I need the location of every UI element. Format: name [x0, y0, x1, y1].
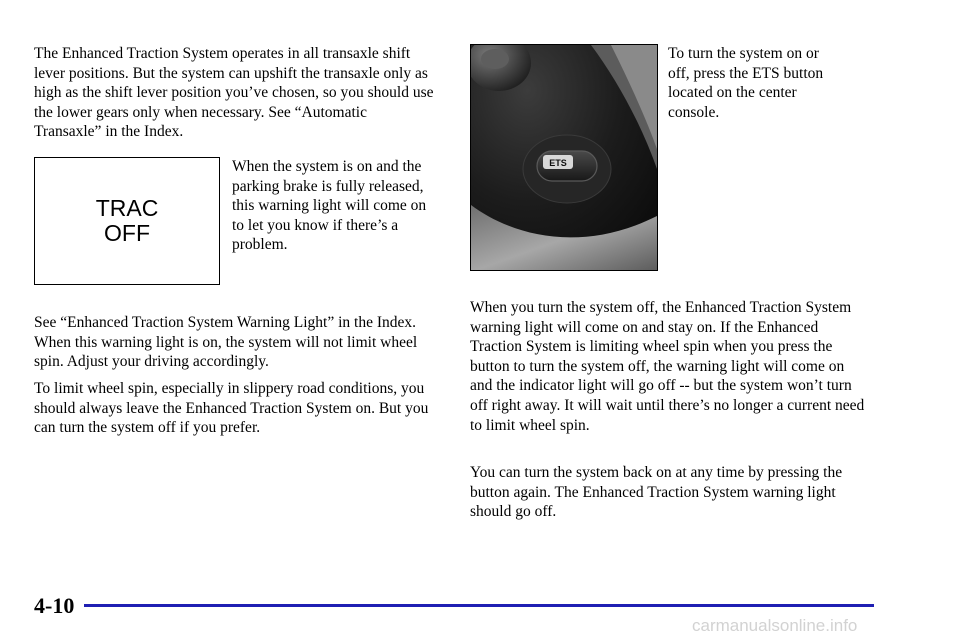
warning-light-caption: When the system is on and the parking brake is fully released, this warning light will come on to let you know if there’s a problem.: [232, 158, 427, 254]
console-photo: [470, 44, 658, 271]
system-on-paragraph: You can turn the system back on at any time by pressing the button again. The Enhanced Traction System warning light should go off.: [470, 464, 843, 521]
page-number: 4-10: [34, 593, 75, 618]
ets-button-label: ETS: [549, 158, 567, 168]
watermark: carmanualsonline.info: [692, 616, 858, 635]
trac-off-warning-light-icon: [34, 157, 220, 285]
intro-paragraph: The Enhanced Traction System operates in all transaxle shift lever positions. But the system can upshift the transaxle only as high as the shift lever position you’ve chosen, so you should use the lower gears only when necessary. See “Automatic Transaxle” in the Index.: [34, 45, 434, 141]
warning-light-line-1: TRAC: [95, 195, 159, 221]
system-off-paragraph: When you turn the system off, the Enhanced Traction System warning light will come on and stay on. If the Enhanced Traction System is limiting wheel spin when you press the button to turn the system off, the warning light will come on and the indicator light will go off -- but the system won’t turn off right away. It will wait until there’s no longer a current need to limit wheel spin.: [470, 299, 865, 434]
console-photo-illustration: [471, 45, 658, 271]
wheel-spin-paragraph: To limit wheel spin, especially in slippery road conditions, you should always leave the Enhanced Traction System on. But you can turn the system off if you prefer.: [34, 380, 429, 437]
warning-light-paragraph: See “Enhanced Traction System Warning Light” in the Index. When this warning light is on, the system will not limit wheel spin. Adjust your driving accordingly.: [34, 314, 418, 371]
footer-rule: [84, 604, 874, 607]
photo-caption: To turn the system on or off, press the ETS button located on the center console.: [668, 45, 824, 121]
warning-light-line-2: OFF: [104, 220, 150, 246]
